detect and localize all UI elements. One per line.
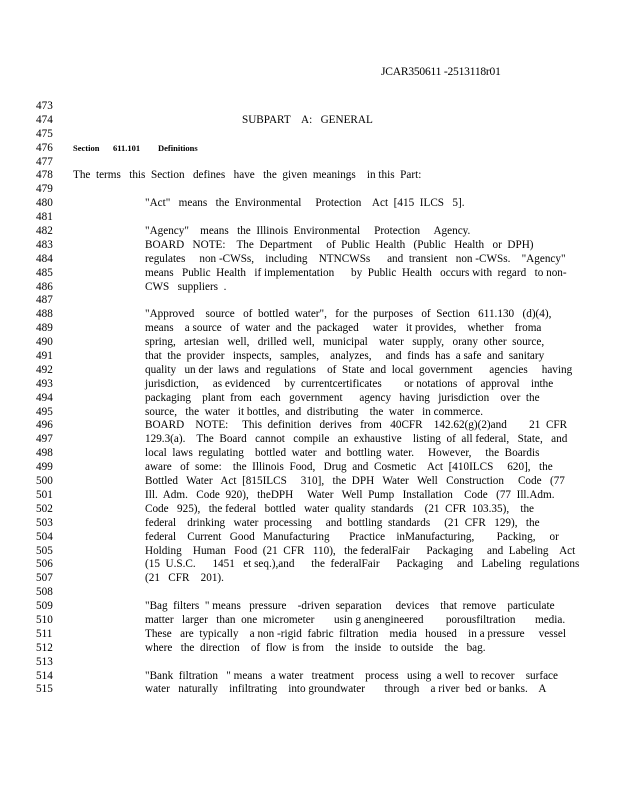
line-number: 492 [36, 363, 53, 376]
document-line [0, 128, 618, 142]
line-text: local laws regulating bottled water and bottling water. However, the Boardis [145, 447, 540, 460]
document-line [0, 364, 618, 378]
line-text: "Approved source of bottled water", for the purposes of Section 611.130 (d)(4), [145, 308, 552, 321]
document-line [0, 225, 618, 239]
line-number: 478 [36, 169, 53, 182]
line-number: 504 [36, 530, 53, 543]
line-text: Bottled Water Act [815ILCS 310], the DPH Water Well Construction Code (77 [145, 475, 565, 488]
document-line [0, 142, 618, 156]
line-text: where the direction of flow is from the inside to outside the bag. [145, 641, 486, 654]
document-line [0, 503, 618, 517]
line-text: regulates non -CWSs, including NTNCWSs and transient non -CWSs. "Agency" [145, 252, 566, 265]
line-text: jurisdiction, as evidenced by currentcertificates or notations of approval inthe [145, 377, 554, 390]
document-line [0, 614, 618, 628]
document-line [0, 447, 618, 461]
line-number: 501 [36, 488, 53, 501]
line-text: source, the water it bottles, and distributing the water in commerce. [145, 405, 484, 418]
document-line [0, 642, 618, 656]
line-text: quality un der laws and regulations of State and local government agencies having [145, 363, 573, 376]
subpart-heading: SUBPART A: GENERAL [242, 113, 373, 126]
document-line [0, 156, 618, 170]
line-text: "Bag filters " means pressure -driven separation devices that remove particulate [145, 600, 555, 613]
document-line [0, 545, 618, 559]
line-number: 505 [36, 544, 53, 557]
line-number: 483 [36, 238, 53, 251]
document-line [0, 308, 618, 322]
line-text: matter larger than one micrometer usin g anengineered porousfiltration media. [145, 613, 566, 626]
document-id-header: JCAR350611 -2513118r01 [381, 66, 501, 78]
line-number: 477 [36, 155, 53, 168]
document-line [0, 517, 618, 531]
document-line [0, 294, 618, 308]
document-line [0, 419, 618, 433]
line-number: 473 [36, 100, 53, 112]
document-line [0, 586, 618, 600]
document-line [0, 169, 618, 183]
document-line [0, 378, 618, 392]
line-number: 512 [36, 641, 53, 654]
line-number: 497 [36, 433, 53, 446]
line-number: 474 [36, 113, 53, 126]
line-number: 508 [36, 586, 53, 599]
line-number: 495 [36, 405, 53, 418]
document-line [0, 461, 618, 475]
line-number: 515 [36, 683, 53, 696]
section-label: Section [73, 142, 100, 153]
document-line [0, 239, 618, 253]
line-text: "Act" means the Environmental Protection Act [415 ILCS 5]. [145, 197, 465, 210]
line-number: 489 [36, 322, 53, 335]
line-number: 485 [36, 266, 53, 279]
line-text: BOARD NOTE: The Department of Public Health (Public Health or DPH) [145, 238, 534, 251]
line-number: 506 [36, 558, 53, 571]
line-number: 499 [36, 461, 53, 474]
line-text: (15 U.S.C. 1451 et seq.),and the federalFair Packaging and Labeling regulations [145, 558, 580, 571]
line-text: "Agency" means the Illinois Environmental Protection Agency. [145, 225, 471, 238]
document-line [0, 489, 618, 503]
document-line [0, 572, 618, 586]
document-line [0, 114, 618, 128]
document-line [0, 683, 618, 697]
line-number: 513 [36, 655, 53, 668]
line-text: CWS suppliers . [145, 280, 227, 293]
line-number: 509 [36, 600, 53, 613]
document-line [0, 433, 618, 447]
line-text: 129.3(a). The Board cannot compile an exhaustive listing of all federal, State, and [145, 433, 568, 446]
line-text: water naturally infiltrating into groundwater through a river bed or banks. A [145, 683, 547, 696]
document-line [0, 211, 618, 225]
section-title: Definitions [158, 142, 198, 153]
line-number: 487 [36, 294, 53, 307]
line-text: spring, artesian well, drilled well, municipal water supply, orany other source, [145, 336, 545, 349]
document-line [0, 628, 618, 642]
line-text: federal Current Good Manufacturing Practice inManufacturing, Packing, or [145, 530, 559, 543]
line-text: means a source of water and the packaged water it provides, whether froma [145, 322, 542, 335]
document-line [0, 558, 618, 572]
line-text: Code 925), the federal bottled water quality standards (21 CFR 103.35), the [145, 502, 535, 515]
line-text: packaging plant from each government agency having jurisdiction over the [145, 391, 540, 404]
line-text: BOARD NOTE: This definition derives from 40CFR 142.62(g)(2)and 21 CFR [145, 419, 568, 432]
line-number: 490 [36, 336, 53, 349]
line-number: 498 [36, 447, 53, 460]
line-text: Holding Human Food (21 CFR 110), the federalFair Packaging and Labeling Act [145, 544, 576, 557]
line-text: federal drinking water processing and bottling standards (21 CFR 129), the [145, 516, 540, 529]
document-line [0, 336, 618, 350]
line-number: 488 [36, 308, 53, 321]
line-number: 503 [36, 516, 53, 529]
line-number: 511 [36, 627, 53, 640]
line-number: 493 [36, 377, 53, 390]
line-number: 510 [36, 613, 53, 626]
document-line [0, 281, 618, 295]
line-number: 507 [36, 572, 53, 585]
line-number: 484 [36, 252, 53, 265]
document-line [0, 600, 618, 614]
document-line [0, 656, 618, 670]
document-line [0, 197, 618, 211]
line-number: 479 [36, 183, 53, 196]
line-number: 475 [36, 127, 53, 140]
line-text: aware of some: the Illinois Food, Drug and Cosmetic Act [410ILCS 620], the [145, 461, 553, 474]
line-number: 481 [36, 211, 53, 224]
line-text: means Public Health if implementation by Public Health occurs with regard to non- [145, 266, 567, 279]
line-number: 482 [36, 225, 53, 238]
line-number: 494 [36, 391, 53, 404]
document-line [0, 392, 618, 406]
line-number: 502 [36, 502, 53, 515]
document-line [0, 531, 618, 545]
line-text: The terms this Section defines have the given meanings in this Part: [73, 169, 422, 182]
line-text: Ill. Adm. Code 920), theDPH Water Well Pump Installation Code (77 Ill.Adm. [145, 488, 555, 501]
line-text: "Bank filtration " means a water treatment process using a well to recover surface [145, 669, 558, 682]
line-number: 514 [36, 669, 53, 682]
line-number: 491 [36, 350, 53, 363]
line-number: 480 [36, 197, 53, 210]
document-line [0, 322, 618, 336]
document-line [0, 475, 618, 489]
line-number: 486 [36, 280, 53, 293]
line-text: (21 CFR 201). [145, 572, 224, 585]
section-number: 611.101 [113, 142, 141, 153]
document-line [0, 100, 618, 114]
line-text: These are typically a non -rigid fabric filtration media housed in a pressure vessel [145, 627, 566, 640]
line-number: 476 [36, 141, 53, 154]
document-line [0, 350, 618, 364]
document-line [0, 183, 618, 197]
document-line [0, 267, 618, 281]
document-line [0, 670, 618, 684]
document-line [0, 253, 618, 267]
line-number: 496 [36, 419, 53, 432]
line-number: 500 [36, 475, 53, 488]
document-line [0, 406, 618, 420]
line-text: that the provider inspects, samples, analyzes, and finds has a safe and sanitary [145, 350, 545, 363]
document-body [0, 100, 618, 697]
